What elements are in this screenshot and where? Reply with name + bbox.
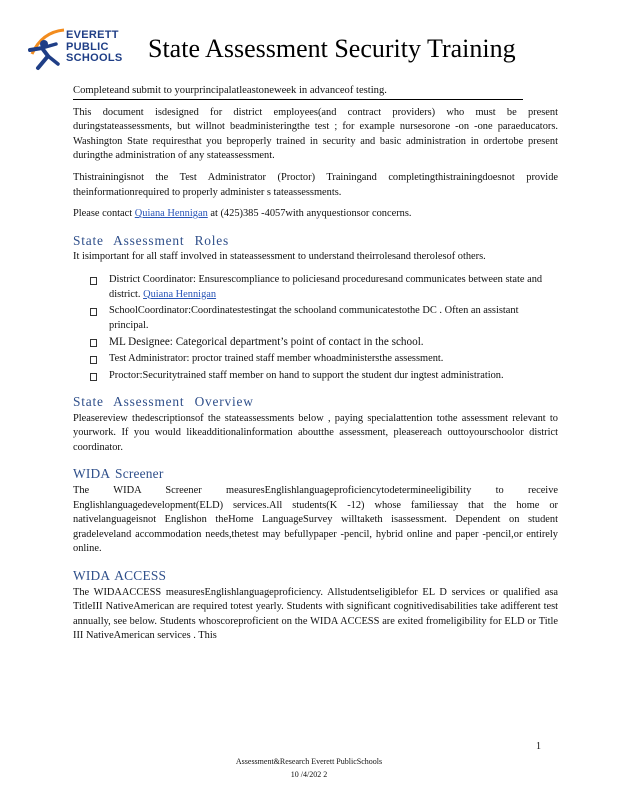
checkbox-bullet-icon [90, 373, 97, 381]
overview-heading: State Assessment Overview [73, 394, 254, 410]
list-item: Proctor:Securitytrained staff member on hand to support the student dur ingtest administration. [73, 369, 558, 384]
list-item: Test Administrator: proctor trained staff member whoadministersthe assessment. [73, 352, 558, 367]
coordinator-link[interactable]: Quiana Hennigan [143, 288, 217, 300]
wida-access-text: The WIDAACCESS measuresEnglishlanguageproficiency. Allstudentseligiblefor EL D services or qualified asa TitleIII NativeAmerican are required totest yearly. Students with significant cognitivedisabilities take adifferent test annually, see below. Students whoscoreproficient on the WIDA ACCESS are exited fromeligibility for ELD or Title III NativeAmerican services . This [73, 586, 558, 642]
checkbox-bullet-icon [90, 308, 97, 316]
purpose-paragraph: This document isdesigned for district employees(and contract providers) who must be present duringstateassessments, but willnot beadministeringthe test ; for example nursesorone -on -one paraeducators. Washington State requiresthat you beproperly trained in security and basic administration in ordertobe present duringthe administration of any stateassessment. [73, 106, 558, 162]
wida-access-heading: WIDA ACCESS [73, 568, 167, 584]
everett-public-schools-logo [26, 24, 146, 76]
roles-intro: It isimportant for all staff involved in stateassessment to understand theirrolesand therolesof others. [73, 251, 486, 263]
logo-text: EVERETT PUBLIC SCHOOLS [66, 29, 123, 64]
roles-heading: State Assessment Roles [73, 232, 230, 248]
footer-department: Assessment&Research Everett PublicSchools [235, 757, 383, 766]
checkbox-bullet-icon [90, 277, 97, 285]
intro-instruction: Completeand submit to yourprincipalatleastoneweek in advanceof testing. [73, 84, 523, 100]
contact-paragraph: Please contact Quiana Hennigan at (425)385 -4057with anyquestionsor concerns. [73, 208, 412, 220]
overview-text: Pleasereview thedescriptionsof the stateassessments below , paying specialattention tothe assessment relevant to yourwork. If you would likeadditionalinformation aboutthe assessment, pleasereach outtoyourschoolor district coordinator. [73, 412, 558, 453]
page-title: State Assessment Security Training [148, 34, 516, 63]
wida-screener-text: The WIDA Screener measuresEnglishlanguageproficiencytodetermineeligibility to receive Englishlanguagedevelopment(ELD) services.All students(K -12) whose familiessay that the home or nativelanguageisnot Englishon theHome LanguageSurvey willtaketh isassessment. Dependent on student gradeleveland accommodation needs,thetest may befullypaper -pencil, hybrid online and paper -pencil,or entirely online. [73, 485, 558, 555]
checkbox-bullet-icon [90, 339, 97, 347]
disclaimer-paragraph: Thistrainingisnot the Test Administrator (Proctor) Trainingand completingthistrainingdoesnot provide theinformationrequired to properly administer s tateassessments. [73, 171, 558, 198]
list-item: District Coordinator: Ensurescompliance to policiesand proceduresand communicates between state and district. Quiana Hennigan [73, 273, 558, 302]
roles-list [73, 273, 558, 383]
list-item: SchoolCoordinator:Coordinatestestingat the schooland communicatestothe DC . Often an assistant principal. [73, 304, 558, 333]
document-body [73, 84, 558, 651]
footer-date: 10 /4/202 2 [290, 770, 328, 779]
page-number: 1 [536, 741, 541, 752]
wida-screener-heading: WIDA Screener [73, 466, 164, 482]
logo-figure-icon [26, 24, 70, 76]
list-item: ML Designee: Categorical department’s point of contact in the school. [73, 335, 558, 350]
contact-link[interactable]: Quiana Hennigan [134, 208, 208, 220]
checkbox-bullet-icon [90, 356, 97, 364]
